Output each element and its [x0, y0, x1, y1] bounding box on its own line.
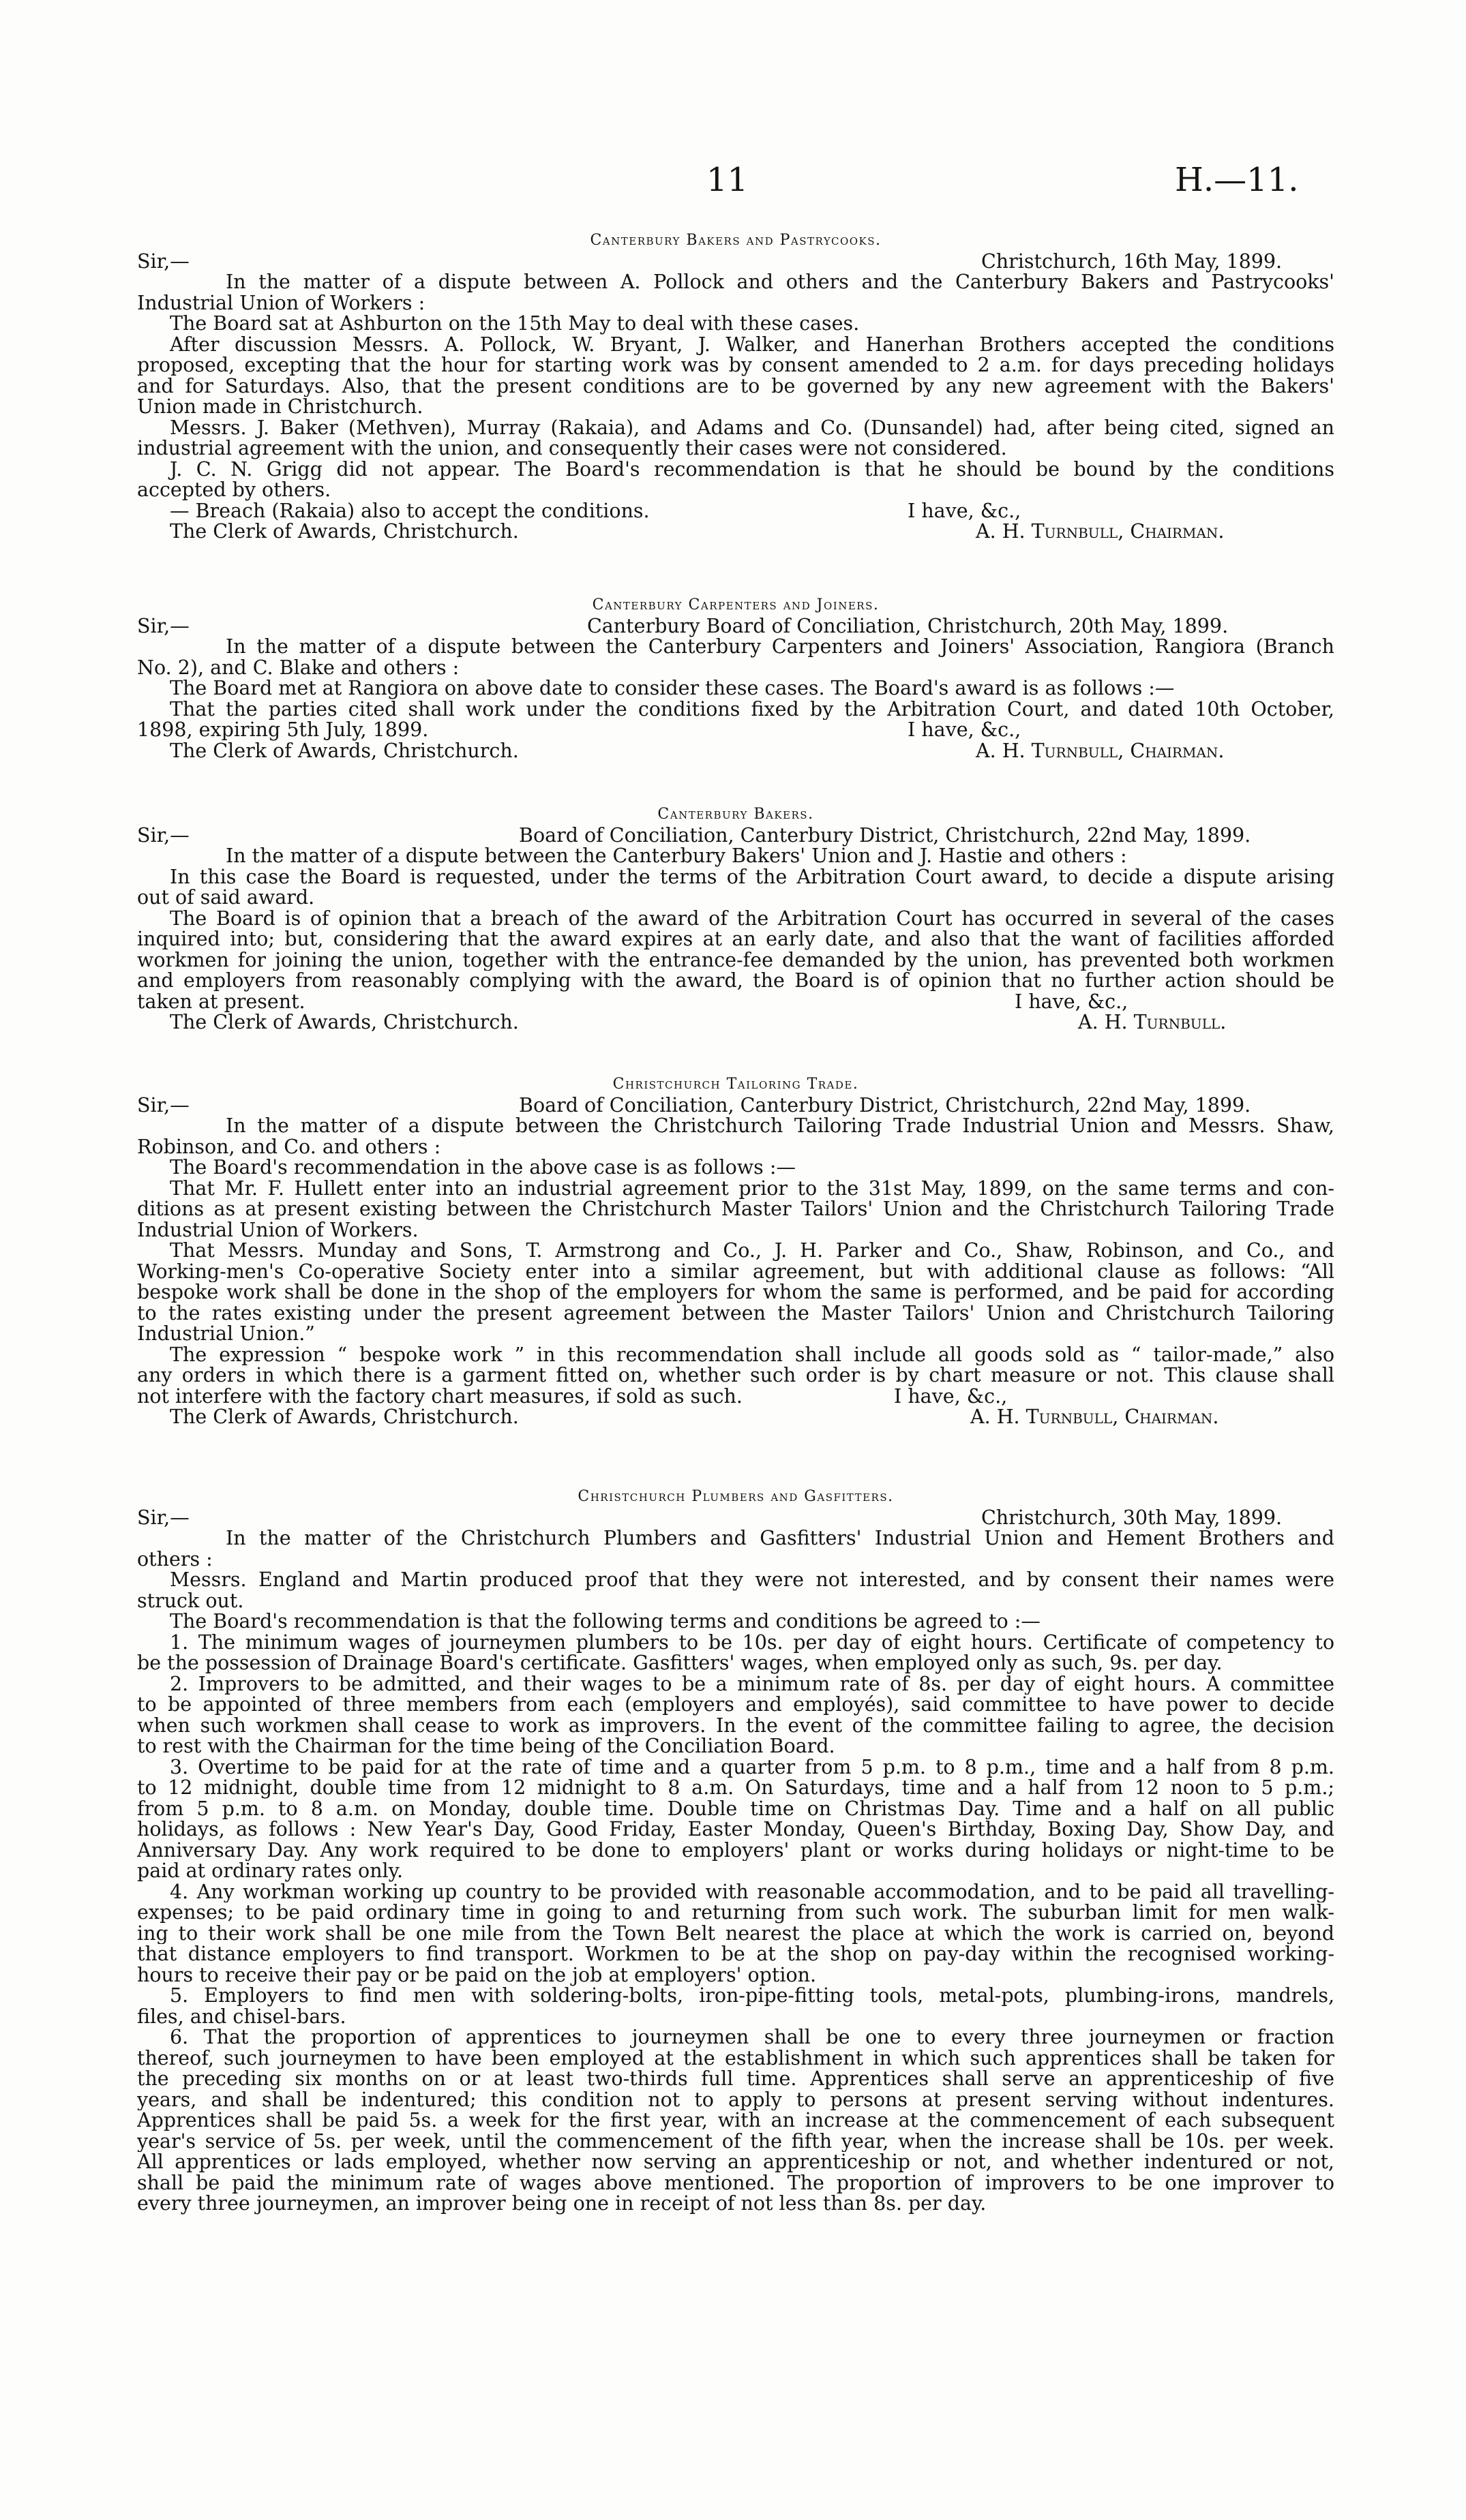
closing-line [137, 720, 1334, 741]
paragraph-text: taken at present. [137, 990, 305, 1013]
section-title: Christchurch Tailoring Trade. [612, 1076, 859, 1093]
signatory: A. H. Turnbull, Chairman. [976, 739, 1225, 762]
paragraph-line: to the rates existing under the present agreement between the Master Tailors' Union and Christchurch Tailoring [137, 1303, 1334, 1324]
salutation: Sir,— [137, 249, 190, 273]
paragraph-line: Messrs. J. Baker (Methven), Murray (Rakaia), and Adams and Co. (Dunsandel) had, after being cited, signed an [170, 417, 1334, 438]
section-title: Canterbury Bakers. [657, 806, 814, 823]
closing: I have, &c., [1015, 990, 1128, 1013]
condition-line: holidays, as follows : New Year's Day, Good Friday, Easter Monday, Queen's Birthday, Boxing Day, Show Day, and [137, 1819, 1334, 1840]
closing-line [137, 1386, 1334, 1408]
paragraph-line: accepted by others. [137, 479, 331, 501]
closing-line [137, 992, 1334, 1013]
closing: I have, &c., [908, 499, 1021, 522]
salutation-line [137, 825, 1334, 847]
paragraph-line: The Board's recommendation in the above case is as follows :— [170, 1156, 796, 1179]
condition-line: expenses; to be paid ordinary time in going to and returning from such work. The suburban limit for men walk- [137, 1902, 1334, 1924]
paragraph-line: Industrial Union of Workers. [137, 1218, 419, 1241]
condition-line: Anniversary Day. Any work required to be done to employers' plant or works during holidays or night-time to be [137, 1840, 1334, 1861]
page-number: 11 [706, 161, 749, 199]
condition-line: All apprentices or lads employed, whether now serving an apprenticeship or not, and whether indentured or not, [137, 2152, 1334, 2173]
condition-line: the preceding six months on or at least two-thirds full time. Apprentices shall serve an apprenticeship of five [137, 2069, 1334, 2090]
document-series: H.—11. [1175, 161, 1299, 199]
paragraph-line: any orders in which there is a garment fitted on, whether such order is by chart measure or not. This clause shall [137, 1365, 1334, 1386]
condition-line: to rest with the Chairman for the time being of the Conciliation Board. [137, 1735, 835, 1757]
closing: I have, &c., [894, 1384, 1008, 1408]
salutation: Sir,— [137, 823, 190, 847]
condition-line: from 5 p.m. to 8 a.m. on Monday, double time. Double time on Christmas Day. Time and a half on all public [137, 1798, 1334, 1819]
signature-line [137, 741, 1334, 762]
section-canterbury-carpenters-joiners [137, 595, 1334, 761]
condition-line: 2. Improvers to be admitted, and their wages to be a minimum rate of 8s. per day of eight hours. A committee [170, 1673, 1334, 1695]
matter-line: In the matter of a dispute between the Canterbury Bakers' Union and J. Hastie and others : [226, 845, 1127, 867]
condition-line: 5. Employers to find men with soldering-bolts, iron-pipe-fitting tools, metal-pots, plumbing-irons, mandrels, [170, 1986, 1334, 2007]
place-date: Christchurch, 16th May, 1899. [981, 249, 1283, 273]
condition-line: be the possession of Drainage Board's certificate. Gasfitters' wages, when employed only as such, 9s. per day. [137, 1652, 1223, 1674]
salutation: Sir,— [137, 614, 190, 637]
condition-line: Apprentices shall be paid 5s. a week for the first year, with an increase at the commencement of each subsequent [137, 2110, 1334, 2131]
matter-line: Robinson, and Co. and others : [137, 1135, 441, 1158]
addressee: The Clerk of Awards, Christchurch. [170, 1406, 519, 1428]
paragraph-line: The Board is of opinion that a breach of the award of the Arbitration Court has occurred in several of the cases [170, 908, 1334, 929]
paragraph-line: That Messrs. Munday and Sons, T. Armstrong and Co., J. H. Parker and Co., Shaw, Robinson, and Co., and [170, 1241, 1334, 1262]
matter-line: others : [137, 1547, 213, 1570]
place-date: Board of Conciliation, Canterbury District, Christchurch, 22nd May, 1899. [519, 823, 1251, 847]
matter-line: No. 2), and C. Blake and others : [137, 656, 460, 679]
paragraph-line: The Board sat at Ashburton on the 15th May to deal with these cases. [170, 312, 860, 335]
condition-line: 6. That the proportion of apprentices to journeymen shall be one to every three journeymen or fraction [170, 2027, 1334, 2048]
condition-line: 4. Any workman working up country to be provided with reasonable accommodation, and to be paid all travelling- [170, 1881, 1334, 1902]
place-date: Board of Conciliation, Canterbury District, Christchurch, 22nd May, 1899. [519, 1093, 1251, 1117]
paragraph-line: The Board met at Rangiora on above date to consider these cases. The Board's award is as follows :— [170, 677, 1175, 699]
section-christchurch-tailoring-trade [137, 1074, 1334, 1428]
paragraph-line: bespoke work shall be done in the shop of the employers for whom the same is performed, and be paid for according [137, 1282, 1334, 1303]
paragraph-line: That Mr. F. Hullett enter into an industrial agreement prior to the 31st May, 1899, on the same terms and con- [170, 1178, 1334, 1199]
paragraph-line: workmen for joining the union, together with the entrance-fee demanded by the union, has prevented both workmen [137, 950, 1334, 971]
condition-line: hours to receive their pay or be paid on the job at employers' option. [137, 1963, 817, 1986]
section-title: Christchurch Plumbers and Gasfitters. [578, 1488, 894, 1505]
addressee: The Clerk of Awards, Christchurch. [170, 739, 519, 762]
condition-line: shall be paid the minimum rate of wages above mentioned. The proportion of improvers to be one improver to [137, 2172, 1334, 2193]
signatory: A. H. Turnbull. [1078, 1011, 1227, 1033]
paragraph-line: Industrial Union.” [137, 1322, 315, 1345]
paragraph-line: The Board's recommendation is that the following terms and conditions be agreed to :— [170, 1610, 1041, 1633]
condition-line: paid at ordinary rates only. [137, 1859, 404, 1882]
paragraph-text: not interfere with the factory chart measures, if sold as such. [137, 1384, 743, 1408]
paragraph-line: In this case the Board is requested, under the terms of the Arbitration Court award, to decide a dispute arising [170, 866, 1334, 887]
section-canterbury-bakers [137, 804, 1334, 1033]
addressee: The Clerk of Awards, Christchurch. [170, 1011, 519, 1033]
matter-line: In the matter of a dispute between A. Pollock and others and the Canterbury Bakers and Pastrycooks' [226, 272, 1334, 293]
section-title: Canterbury Carpenters and Joiners. [592, 596, 880, 613]
paragraph-line: Working-men's Co-operative Society enter into a similar agreement, but with additional clause as follows: “All [137, 1261, 1334, 1282]
condition-line: to be appointed of three members from each (employers and employés), said committee to have power to decide [137, 1695, 1334, 1716]
condition-line: that distance employers to find transport. Workmen to be at the shop on pay-day within the recognised working- [137, 1944, 1334, 1965]
paragraph-line: and employers from reasonably complying with the award, the Board is of opinion that no further action should be [137, 971, 1334, 992]
condition-line: year's service of 5s. per week, until the commencement of the fifth year, when the increase shall be 10s. per week. [137, 2131, 1334, 2152]
condition-line: 1. The minimum wages of journeymen plumbers to be 10s. per day of eight hours. Certificate of competency to [170, 1632, 1334, 1653]
condition-line: every three journeymen, an improver being one in receipt of not less than 8s. per day. [137, 2192, 987, 2215]
condition-line: to 12 midnight, double time from 12 midnight to 8 a.m. On Saturdays, time and a half from 12 noon to 5 p.m.; [137, 1778, 1334, 1799]
place-date: Canterbury Board of Conciliation, Christchurch, 20th May, 1899. [587, 614, 1229, 637]
closing: I have, &c., [908, 718, 1021, 741]
condition-line: years, and shall be indentured; this condition not to apply to persons at present serving without indentures. [137, 2089, 1334, 2110]
signature-line [137, 1407, 1334, 1428]
paragraph-line: Messrs. England and Martin produced proof that they were not interested, and by consent their names were [170, 1570, 1334, 1591]
paragraph-line: struck out. [137, 1589, 244, 1612]
paragraph-line: That the parties cited shall work under the conditions fixed by the Arbitration Court, and dated 10th October, [170, 699, 1334, 720]
matter-line: In the matter of the Christchurch Plumbers and Gasfitters' Industrial Union and Hement Brothers and [226, 1528, 1334, 1549]
condition-line: ing to their work shall be one mile from the Town Belt nearest the place at which the work is carried on, beyond [137, 1923, 1334, 1944]
closing-line [137, 501, 1334, 522]
salutation-line [137, 249, 1334, 273]
signature-line [137, 1012, 1334, 1033]
salutation-line [137, 1095, 1334, 1117]
matter-line: In the matter of a dispute between the Canterbury Carpenters and Joiners' Association, Rangiora (Branch [226, 637, 1334, 658]
paragraph-line: The expression “ bespoke work ” in this recommendation shall include all goods sold as “ tailor-made,” also [170, 1344, 1334, 1365]
paragraph-line: ditions as at present existing between the Christchurch Master Tailors' Union and the Christchurch Tailoring Trade [137, 1199, 1334, 1220]
signatory: A. H. Turnbull, Chairman. [976, 520, 1225, 543]
matter-line: Industrial Union of Workers : [137, 291, 425, 314]
paragraph-line: and for Saturdays. Also, that the present conditions are to be governed by any new agreement with the Bakers' [137, 376, 1334, 397]
paragraph-line: Union made in Christchurch. [137, 395, 423, 418]
paragraph-line: industrial agreement with the union, and consequently their cases were not considered. [137, 437, 1007, 459]
place-date: Christchurch, 30th May, 1899. [981, 1506, 1283, 1529]
paragraph-text: — Breach (Rakaia) also to accept the conditions. [170, 499, 650, 522]
signature-line [137, 521, 1334, 543]
salutation: Sir,— [137, 1506, 190, 1529]
condition-line: when such workmen shall cease to work as improvers. In the event of the committee failing to agree, the decision [137, 1715, 1334, 1736]
section-canterbury-bakers-pastrycooks [137, 230, 1334, 543]
paragraph-line: inquired into; but, considering that the award expires at an early date, and also that the want of facilities afforded [137, 929, 1334, 950]
paragraph-line: J. C. N. Grigg did not appear. The Board's recommendation is that he should be bound by the conditions [170, 459, 1334, 480]
paragraph-text: 1898, expiring 5th July, 1899. [137, 718, 429, 741]
section-christchurch-plumbers-gasfitters [137, 1487, 1334, 2215]
paragraph-line: out of said award. [137, 886, 315, 909]
salutation-line [137, 616, 1334, 637]
salutation-line [137, 1508, 1334, 1529]
addressee: The Clerk of Awards, Christchurch. [170, 520, 519, 543]
matter-line: In the matter of a dispute between the Christchurch Tailoring Trade Industrial Union and Messrs. Shaw, [226, 1116, 1334, 1137]
section-title: Canterbury Bakers and Pastrycooks. [590, 232, 882, 249]
condition-line: thereof, such journeymen to have been employed at the establishment in which such apprentices shall be taken for [137, 2048, 1334, 2069]
condition-line: 3. Overtime to be paid for at the rate of time and a quarter from 5 p.m. to 8 p.m., time and a half from 8 p.m. [170, 1757, 1334, 1778]
condition-line: files, and chisel-bars. [137, 2005, 346, 2028]
paragraph-line: After discussion Messrs. A. Pollock, W. Bryant, J. Walker, and Hanerhan Brothers accepted the conditions [170, 334, 1334, 355]
salutation: Sir,— [137, 1093, 190, 1117]
paragraph-line: proposed, excepting that the hour for starting work was by consent amended to 2 a.m. for days preceding holidays [137, 355, 1334, 376]
signatory: A. H. Turnbull, Chairman. [970, 1406, 1219, 1428]
